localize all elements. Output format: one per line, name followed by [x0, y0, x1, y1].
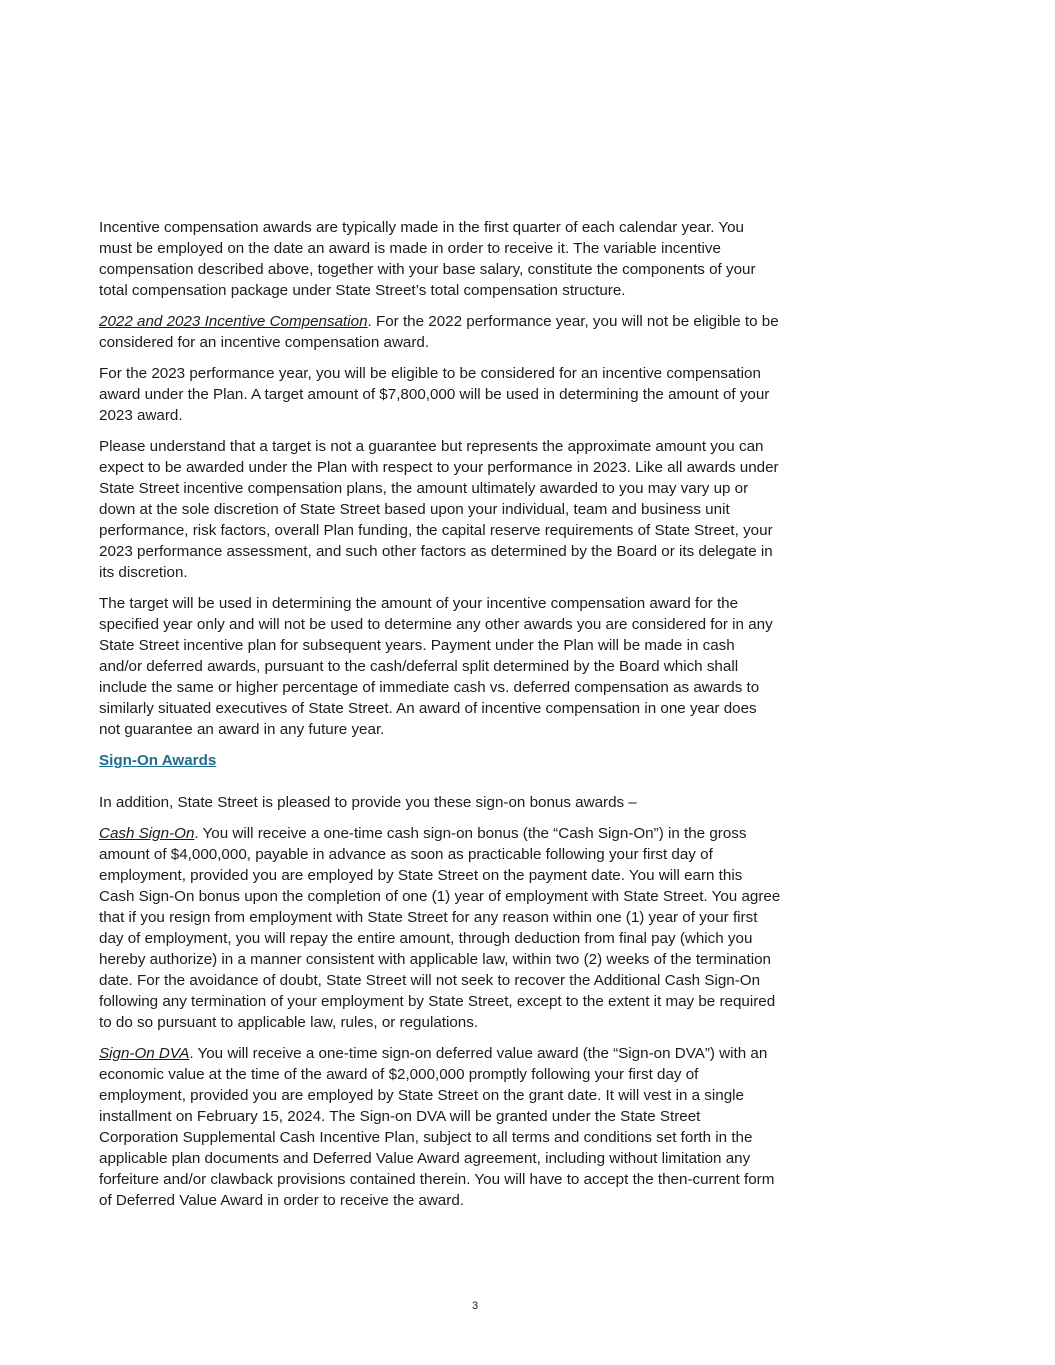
- document-body: [99, 217, 781, 1221]
- paragraph-2023-target: For the 2023 performance year, you will be eligible to be considered for an incentive compensation award under the Plan. A target amount of $7,800,000 will be used in determining the amount of your 2023 award.: [99, 365, 770, 424]
- paragraph-target-usage: The target will be used in determining the amount of your incentive compensation award for the specified year only and will not be used to determine any other awards you are considered for in any State Street incentive plan for subsequent years. Payment under the Plan will be made in cash and/or deferred awards, pursuant to the cash/deferral split determined by the Board which shall include the same or higher percentage of immediate cash vs. deferred compensation as awards to similarly situated executives of State Street. An award of incentive compensation in one year does not guarantee an award in any future year.: [99, 595, 773, 738]
- paragraph-2022-2023-text: . For the 2022 performance year, you will not be eligible to be considered for an incentive compensation award.: [99, 313, 779, 351]
- section-lead-cash-sign-on: Cash Sign-On: [99, 825, 195, 842]
- page-number: 3: [471, 1300, 479, 1312]
- sign-on-awards-heading[interactable]: Sign-On Awards: [99, 752, 217, 769]
- section-lead-2022-2023: 2022 and 2023 Incentive Compensation: [99, 313, 368, 330]
- paragraph-sign-on-intro: In addition, State Street is pleased to provide you these sign-on bonus awards –: [99, 794, 637, 811]
- paragraph-sign-on-dva-text: . You will receive a one-time sign-on deferred value award (the “Sign-on DVA”) with an economic value at the time of the award of $2,000,000 promptly following your first day of employment, provided you are employed by State Street on the grant date. It will vest in a single installment on February 15, 2024. The Sign-on DVA will be granted under the State Street Corporation Supplemental Cash Incentive Plan, subject to all terms and conditions set forth in the applicable plan documents and Deferred Value Award agreement, including without limitation any forfeiture and/or clawback provisions contained therein. You will have to accept the then-current form of Deferred Value Award in order to receive the award.: [99, 1045, 775, 1209]
- paragraph-incentive-timing: Incentive compensation awards are typically made in the first quarter of each calendar year. You must be employed on the date an award is made in order to receive it. The variable incentive compensation described above, together with your base salary, constitute the components of your total compensation package under State Street’s total compensation structure.: [99, 219, 756, 299]
- paragraph-cash-sign-on: [99, 823, 781, 1033]
- paragraph-sign-on-dva: [99, 1043, 781, 1211]
- paragraph-cash-sign-on-text: . You will receive a one-time cash sign-on bonus (the “Cash Sign-On”) in the gross amount of $4,000,000, payable in advance as soon as practicable following your first day of employment, provided you are employed by State Street on the payment date. You will earn this Cash Sign-On bonus upon the completion of one (1) year of employment with State Street. You agree that if you resign from employment with State Street for any reason within one (1) year of your first day of employment, you will repay the entire amount, through deduction from final pay (which you hereby authorize) in a manner consistent with applicable law, within two (2) weeks of the termination date. For the avoidance of doubt, State Street will not seek to recover the Additional Cash Sign-On following any termination of your employment by State Street, except to the extent it may be required to do so pursuant to applicable law, rules, or regulations.: [99, 825, 781, 1031]
- paragraph-2022-2023-incentive: [99, 311, 781, 353]
- paragraph-target-not-guarantee: Please understand that a target is not a guarantee but represents the approximate amount you can expect to be awarded under the Plan with respect to your performance in 2023. Like all awards under State Street incentive compensation plans, the amount ultimately awarded to you may vary up or down at the sole discretion of State Street based upon your individual, team and business unit performance, risk factors, overall Plan funding, the capital reserve requirements of State Street, your 2023 performance assessment, and such other factors as determined by the Board or its delegate in its discretion.: [99, 438, 779, 581]
- section-lead-sign-on-dva: Sign-On DVA: [99, 1045, 190, 1062]
